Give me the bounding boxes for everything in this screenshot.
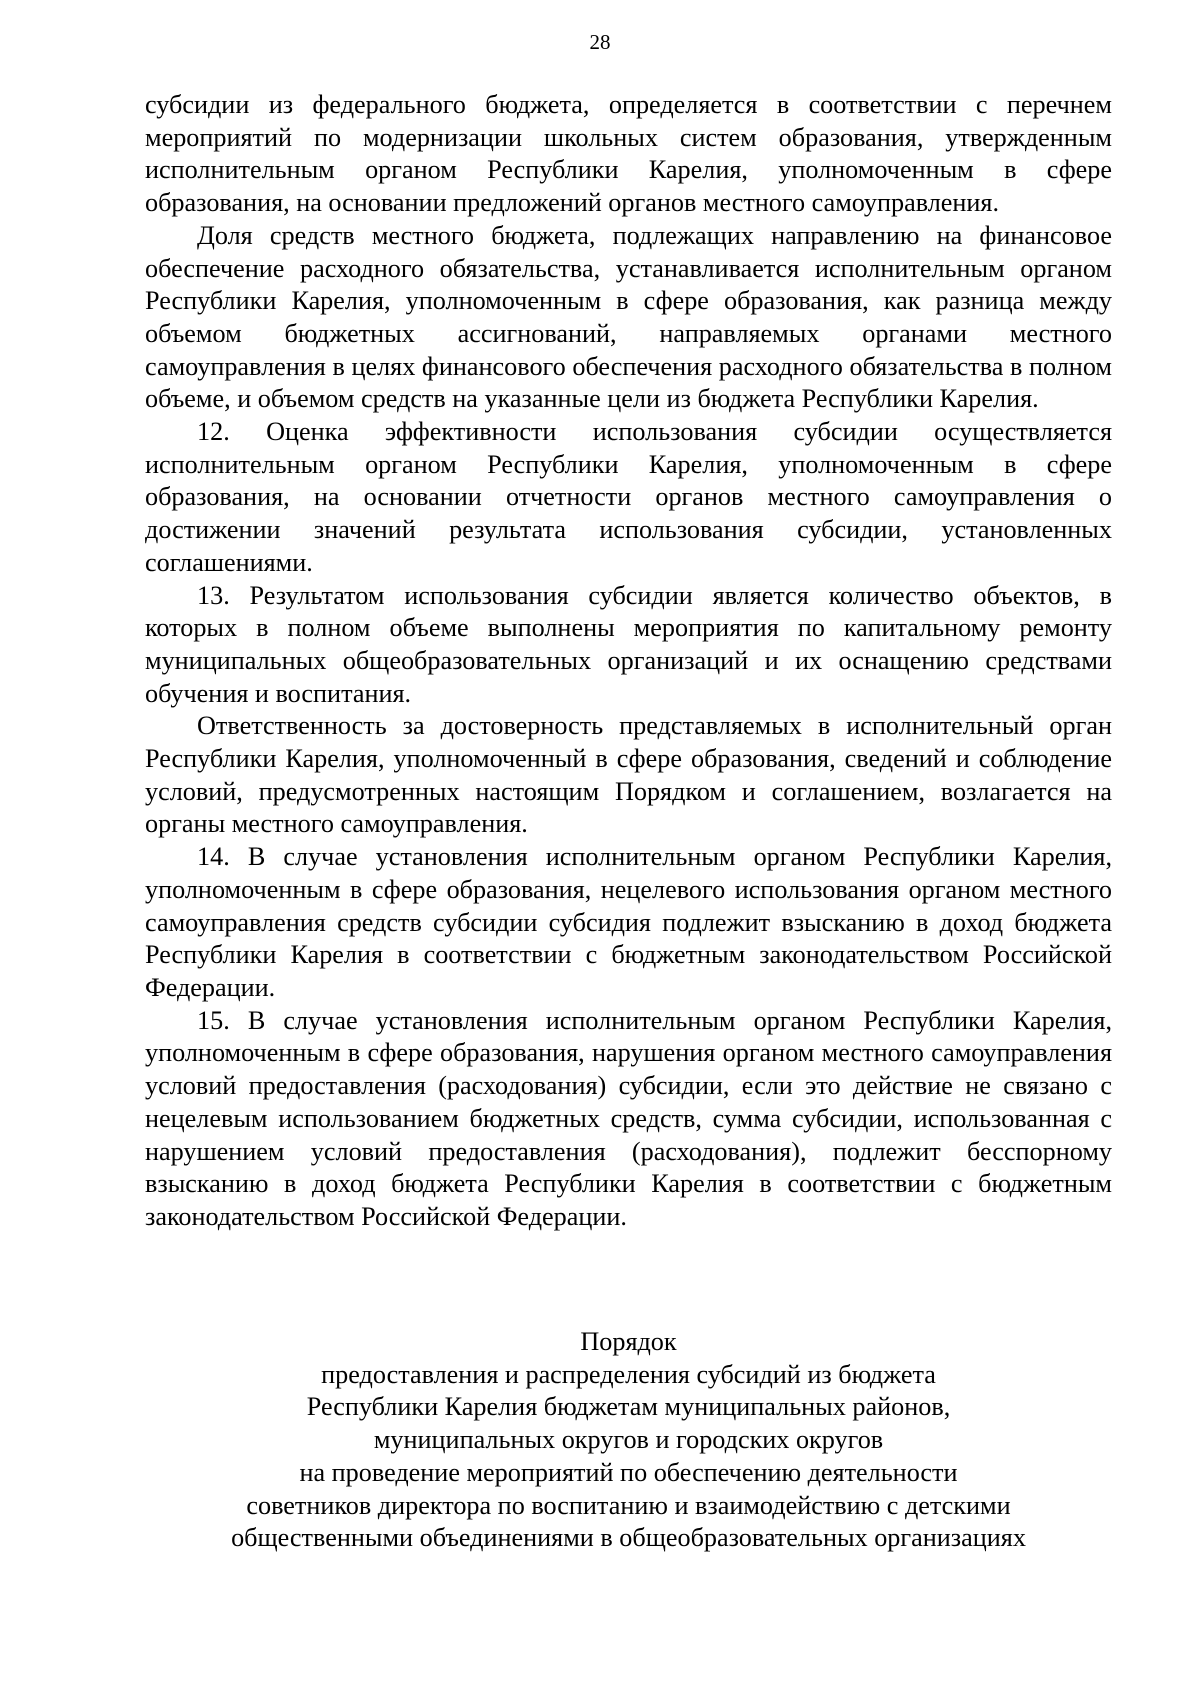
document-body: [145, 89, 1112, 1234]
heading-line: муниципальных округов и городских округов: [373, 1425, 884, 1455]
heading-line: Республики Карелия бюджетам муниципальных районов,: [306, 1392, 951, 1422]
heading-line: предоставления и распределения субсидий из бюджета: [321, 1359, 936, 1389]
paragraph-local-budget-share: Доля средств местного бюджета, подлежащих направлению на финансовое обеспечение расходного обязательства, устанавливается исполнительным органом Республики Карелия, уполномоченным в сфере образования, как разница между объемом бюджетных ассигнований, направляемых органами местного самоуправления в целях финансового обеспечения расходного обязательства в полном объеме, и объемом средств на указанные цели из бюджета Республики Карелия.: [145, 220, 1112, 414]
section-heading: [145, 1326, 1112, 1555]
paragraph-responsibility: Ответственность за достоверность представляемых в исполнительный орган Республики Карелия, уполномоченный в сфере образования, сведений и соблюдение условий, предусмотренных настоящим Порядком и соглашением, возлагается на органы местного самоуправления.: [145, 711, 1112, 839]
heading-line: общественными объединениями в общеобразовательных организациях: [231, 1523, 1026, 1553]
page-number: 28: [589, 30, 611, 54]
heading-title: Порядок: [580, 1327, 677, 1356]
paragraph-13-result: 13. Результатом использования субсидии является количество объектов, в которых в полном объеме выполнены мероприятия по капитальному ремонту муниципальных общеобразовательных организаций и их оснащению средствами обучения и воспитания.: [145, 580, 1112, 708]
paragraph-12-efficiency: 12. Оценка эффективности использования субсидии осуществляется исполнительным органом Республики Карелия, уполномоченным в сфере образования, на основании отчетности органов местного самоуправления о достижении значений результата использования субсидии, установленных соглашениями.: [145, 417, 1112, 577]
heading-line: советников директора по воспитанию и взаимодействию с детскими: [246, 1490, 1011, 1520]
heading-line: на проведение мероприятий по обеспечению деятельности: [299, 1457, 958, 1487]
paragraph-14-misuse: 14. В случае установления исполнительным органом Республики Карелия, уполномоченным в сфере образования, нецелевого использования органом местного самоуправления средств субсидии субсидия подлежит взысканию в доход бюджета Республики Карелия в соответствии с бюджетным законодательством Российской Федерации.: [145, 842, 1112, 1002]
paragraph-15-violation: 15. В случае установления исполнительным органом Республики Карелия, уполномоченным в сфере образования, нарушения органом местного самоуправления условий предоставления (расходования) субсидии, если это действие не связано с нецелевым использованием бюджетных средств, сумма субсидии, использованная с нарушением условий предоставления (расходования), подлежит бесспорному взысканию в доход бюджета Республики Карелия в соответствии с бюджетным законодательством Российской Федерации.: [145, 1005, 1112, 1231]
paragraph-continuation: субсидии из федерального бюджета, определяется в соответствии с перечнем мероприятий по модернизации школьных систем образования, утвержденным исполнительным органом Республики Карелия, уполномоченным в сфере образования, на основании предложений органов местного самоуправления.: [145, 90, 1112, 218]
